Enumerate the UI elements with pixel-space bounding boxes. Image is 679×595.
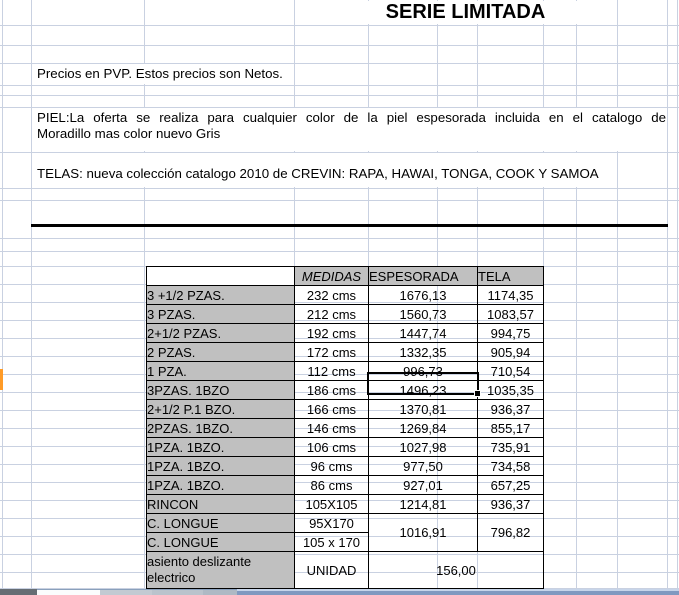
- cell-label[interactable]: C. LONGUE: [147, 514, 295, 533]
- cell-medidas[interactable]: 106 cms: [295, 438, 369, 457]
- header-espesorada[interactable]: ESPESORADA: [369, 267, 478, 286]
- cell-espesorada[interactable]: 1027,98: [369, 438, 478, 457]
- cell-medidas[interactable]: 212 cms: [295, 305, 369, 324]
- sheet-tab-active[interactable]: [37, 589, 100, 595]
- grid-line: [0, 251, 679, 252]
- sheet-title[interactable]: SERIE LIMITADA: [385, 1, 546, 23]
- cell-label[interactable]: 1 PZA.: [147, 362, 295, 381]
- note-telas[interactable]: TELAS: nueva colección catalogo 2010 de CREVIN: RAPA, HAWAI, TONGA, COOK Y SAMOA: [37, 166, 599, 181]
- grid-line: [0, 63, 679, 64]
- fill-handle-icon[interactable]: [474, 390, 481, 397]
- header-empty-cell[interactable]: [147, 267, 295, 286]
- note-piel[interactable]: [37, 110, 666, 142]
- cell-medidas[interactable]: 232 cms: [295, 286, 369, 305]
- cell-label[interactable]: C. LONGUE: [147, 533, 295, 552]
- cell-medidas[interactable]: 166 cms: [295, 400, 369, 419]
- note-piel-line1: PIEL:La oferta se realiza para cualquier color de la piel espesorada incluida en el catalogo de: [37, 110, 666, 125]
- cell-medidas[interactable]: 112 cms: [295, 362, 369, 381]
- cell-espesorada[interactable]: 1676,13: [369, 286, 478, 305]
- cell-tela[interactable]: 1083,57: [478, 305, 544, 324]
- price-table: [146, 266, 544, 589]
- cell-medidas[interactable]: UNIDAD: [295, 552, 369, 589]
- cell-label[interactable]: 2+1/2 PZAS.: [147, 324, 295, 343]
- cell-tela[interactable]: 936,37: [478, 400, 544, 419]
- cell-tela[interactable]: 905,94: [478, 343, 544, 362]
- cell-tela-merged[interactable]: 796,82: [478, 514, 544, 552]
- cell-tela[interactable]: 710,54: [478, 362, 544, 381]
- cell-espesorada[interactable]: 1496,23: [369, 381, 478, 400]
- cell-label[interactable]: 2+1/2 P.1 BZO.: [147, 400, 295, 419]
- cell-label[interactable]: 1PZA. 1BZO.: [147, 476, 295, 495]
- header-medidas[interactable]: MEDIDAS: [295, 267, 369, 286]
- cell-tela[interactable]: 1035,35: [478, 381, 544, 400]
- cell-medidas[interactable]: 86 cms: [295, 476, 369, 495]
- cell-medidas[interactable]: 192 cms: [295, 324, 369, 343]
- grid-line: [0, 85, 679, 86]
- grid-line: [0, 25, 679, 26]
- cell-espesorada[interactable]: 1269,84: [369, 419, 478, 438]
- grid-line: [0, 200, 679, 201]
- cell-unit-price[interactable]: 156,00: [369, 552, 544, 589]
- cell-tela[interactable]: 855,17: [478, 419, 544, 438]
- section-divider-rule: [31, 224, 668, 227]
- note-piel-line2: Moradillo mas color nuevo Gris: [37, 126, 221, 141]
- cell-label[interactable]: 2 PZAS.: [147, 343, 295, 362]
- cell-tela[interactable]: 735,91: [478, 438, 544, 457]
- grid-line: [0, 45, 679, 46]
- tab-scroll-buttons[interactable]: [0, 589, 37, 595]
- cell-label[interactable]: RINCON: [147, 495, 295, 514]
- cell-espesorada[interactable]: 1370,81: [369, 400, 478, 419]
- cell-espesorada[interactable]: 1447,74: [369, 324, 478, 343]
- grid-line: [0, 107, 679, 108]
- cell-label[interactable]: 3 +1/2 PZAS.: [147, 286, 295, 305]
- cell-label[interactable]: 3PZAS. 1BZO: [147, 381, 295, 400]
- cell-tela[interactable]: 994,75: [478, 324, 544, 343]
- note-precios[interactable]: Precios en PVP. Estos precios son Netos.: [37, 66, 283, 81]
- cell-label[interactable]: 1PZA. 1BZO.: [147, 438, 295, 457]
- cell-espesorada[interactable]: 977,50: [369, 457, 478, 476]
- grid-line: [0, 238, 679, 239]
- cell-espesorada[interactable]: 1332,35: [369, 343, 478, 362]
- header-tela[interactable]: TELA: [478, 267, 544, 286]
- cell-medidas[interactable]: 96 cms: [295, 457, 369, 476]
- cell-medidas[interactable]: 95X170: [295, 514, 369, 533]
- row-highlight-marker: [0, 369, 3, 390]
- cell-espesorada[interactable]: 927,01: [369, 476, 478, 495]
- cell-label[interactable]: asiento deslizante electrico: [147, 552, 295, 589]
- grid-line: [0, 152, 679, 153]
- cell-tela[interactable]: 657,25: [478, 476, 544, 495]
- cell-medidas[interactable]: 105 x 170: [295, 533, 369, 552]
- cell-medidas[interactable]: 146 cms: [295, 419, 369, 438]
- cell-espesorada[interactable]: 1214,81: [369, 495, 478, 514]
- cell-label[interactable]: 2PZAS. 1BZO.: [147, 419, 295, 438]
- cell-label[interactable]: 1PZA. 1BZO.: [147, 457, 295, 476]
- cell-tela[interactable]: 734,58: [478, 457, 544, 476]
- cell-medidas[interactable]: 186 cms: [295, 381, 369, 400]
- grid-line: [0, 188, 679, 189]
- sheet-tab[interactable]: [203, 589, 237, 595]
- horizontal-scrollbar[interactable]: [237, 589, 679, 595]
- cell-espesorada[interactable]: 1560,73: [369, 305, 478, 324]
- sheet-tab[interactable]: [152, 589, 203, 595]
- cell-tela[interactable]: 936,37: [478, 495, 544, 514]
- cell-espesorada-merged[interactable]: 1016,91: [369, 514, 478, 552]
- cell-medidas[interactable]: 172 cms: [295, 343, 369, 362]
- cell-medidas[interactable]: 105X105: [295, 495, 369, 514]
- cell-espesorada[interactable]: 996,73: [369, 362, 478, 381]
- grid-line: [0, 95, 679, 96]
- cell-label[interactable]: 3 PZAS.: [147, 305, 295, 324]
- cell-tela[interactable]: 1174,35: [478, 286, 544, 305]
- sheet-tab[interactable]: [100, 589, 152, 595]
- cell-cursor[interactable]: [367, 372, 479, 395]
- sheet-tab-bar: [0, 589, 679, 595]
